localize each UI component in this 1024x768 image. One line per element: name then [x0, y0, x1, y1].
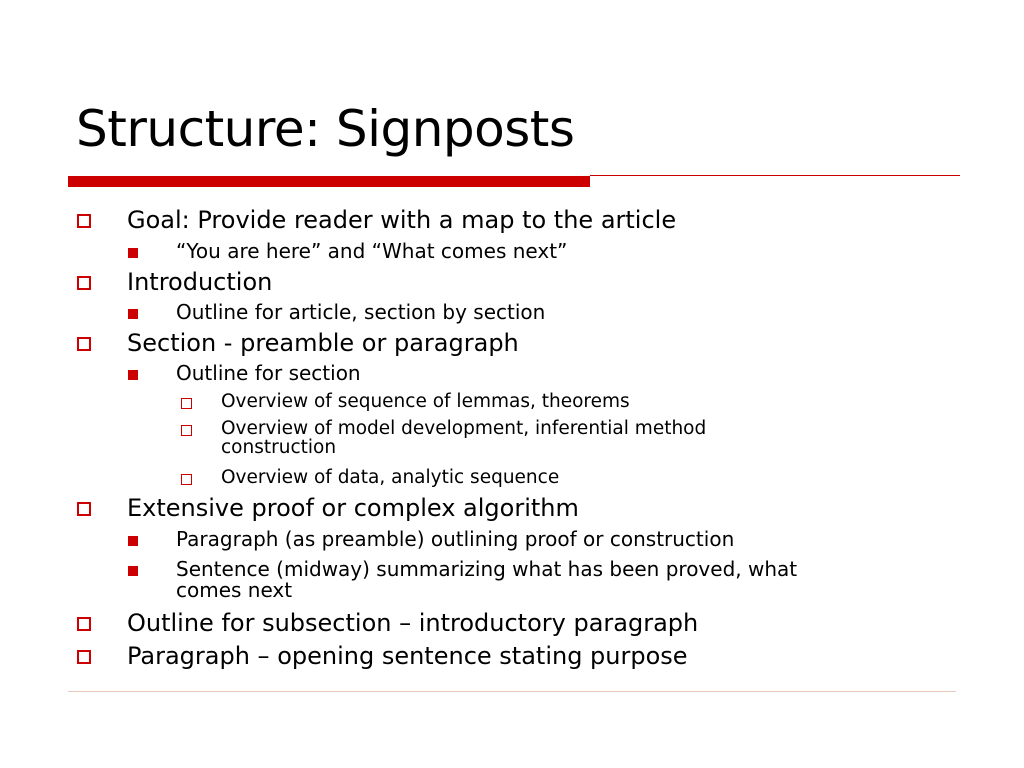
bullet-section — [127, 331, 519, 355]
hollow-square-bullet-icon — [181, 398, 192, 409]
bullet-sentence-midway — [176, 559, 797, 601]
hollow-square-bullet-icon — [77, 276, 91, 290]
title-rule-thick — [68, 176, 590, 187]
filled-square-bullet-icon — [128, 309, 138, 319]
bullet-text: Paragraph (as preamble) outlining proof or construction — [176, 527, 735, 551]
bullet-text: Outline for article, section by section — [176, 300, 546, 324]
hollow-square-bullet-icon — [77, 502, 91, 516]
bullet-text: Overview of model development, inferential method — [221, 418, 707, 439]
bullet-you-are-here — [176, 241, 567, 262]
bullet-overview-lemmas — [221, 392, 630, 412]
bullet-text: Goal: Provide reader with a map to the article — [127, 206, 677, 234]
hollow-square-bullet-icon — [77, 214, 91, 228]
hollow-square-bullet-icon — [77, 337, 91, 351]
bullet-text: Sentence (midway) summarizing what has been proved, what — [176, 557, 798, 581]
bullet-outline-section — [176, 363, 361, 384]
bullet-text-continued: construction — [221, 437, 337, 459]
bullet-outline-subsection — [127, 611, 698, 635]
hollow-square-bullet-icon — [77, 650, 91, 664]
bullet-goal — [127, 208, 676, 232]
bullet-text: Paragraph – opening sentence stating purpose — [127, 642, 688, 670]
bullet-text: Overview of data, analytic sequence — [221, 467, 560, 488]
bullet-text: Extensive proof or complex algorithm — [127, 494, 579, 522]
bullet-outline-article — [176, 302, 545, 323]
filled-square-bullet-icon — [128, 536, 138, 546]
bullet-overview-data — [221, 468, 559, 488]
bullet-text: Section - preamble or paragraph — [127, 329, 519, 357]
footer-rule — [68, 691, 956, 692]
filled-square-bullet-icon — [128, 566, 138, 576]
bullet-paragraph-preamble — [176, 529, 734, 550]
bullet-overview-model — [221, 419, 706, 458]
bullet-text: Introduction — [127, 268, 273, 296]
title-rule-thin — [590, 175, 960, 176]
bullet-introduction — [127, 270, 272, 294]
bullet-text: Outline for section — [176, 361, 361, 385]
filled-square-bullet-icon — [128, 248, 138, 258]
bullet-text-continued: comes next — [176, 578, 293, 602]
bullet-text: “You are here” and “What comes next” — [176, 239, 568, 263]
hollow-square-bullet-icon — [181, 474, 192, 485]
hollow-square-bullet-icon — [77, 617, 91, 631]
bullet-paragraph-opening — [127, 644, 688, 668]
hollow-square-bullet-icon — [181, 425, 192, 436]
filled-square-bullet-icon — [128, 370, 138, 380]
slide-title: Structure: Signposts — [76, 100, 575, 158]
bullet-text: Overview of sequence of lemmas, theorems — [221, 391, 630, 412]
bullet-extensive-proof — [127, 496, 579, 520]
bullet-text: Outline for subsection – introductory paragraph — [127, 609, 699, 637]
